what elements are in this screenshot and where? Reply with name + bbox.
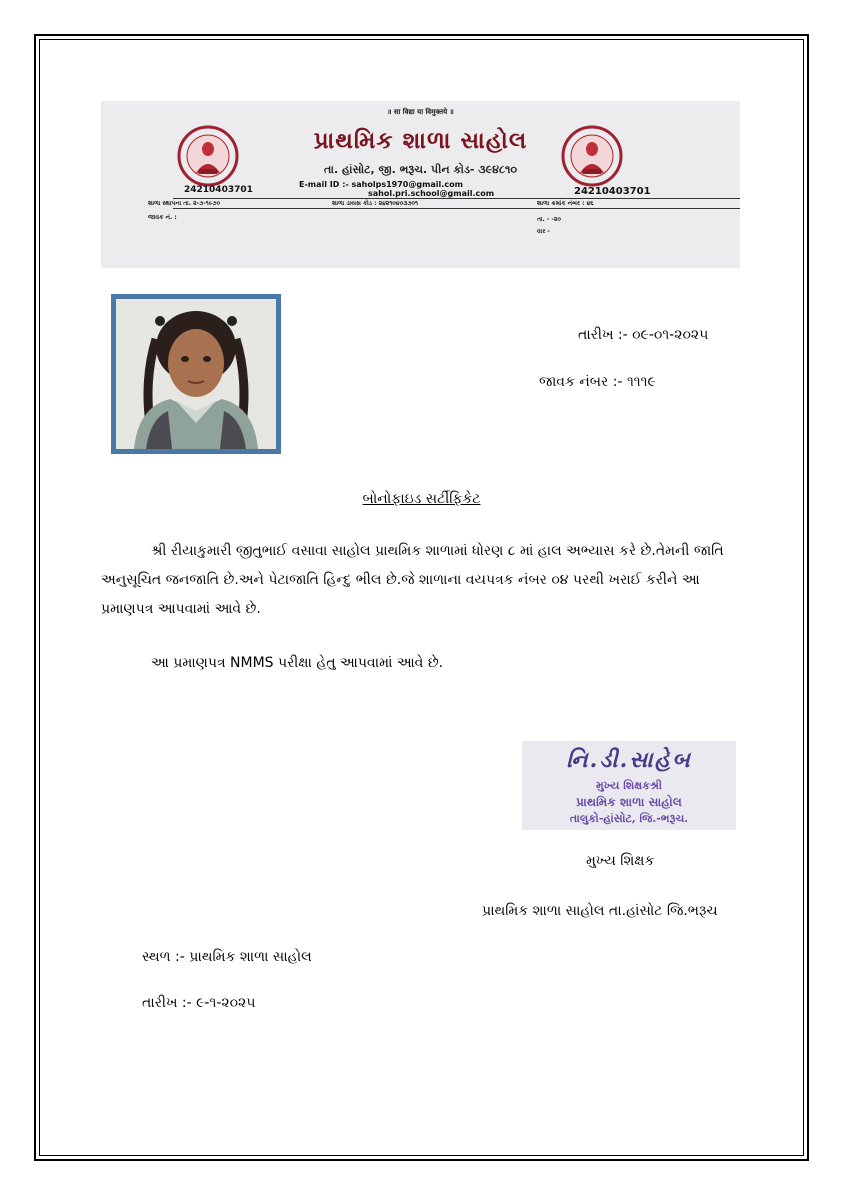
certificate-date: તારીખ :- ૦૯-૦૧-૨૦૨૫ xyxy=(578,327,709,343)
letterhead-motto: ॥ सा विद्या या विमुक्तये ॥ xyxy=(387,108,454,116)
footer-date: તારીખ :- ૯-૧-૨૦૨૫ xyxy=(142,995,256,1011)
outward-number: જાવક નંબર :- ૧૧૧૯ xyxy=(539,374,656,390)
letterhead-school-number: શાળા ક્રમાંક નંબર : ૪૬ xyxy=(537,200,594,207)
letterhead-rule-bottom xyxy=(173,208,740,209)
signatory-title: મુખ્ય શિક્ષક xyxy=(586,853,655,869)
letterhead-school-name: પ્રાથમિક શાળા સાહોલ xyxy=(313,127,528,154)
stamp-signature: નિ.ડી.સાહેબ xyxy=(566,747,692,773)
letterhead-dise-code-left: 24210403701 xyxy=(184,185,253,195)
signatory-school: પ્રાથમિક શાળા સાહોલ તા.હાંસોટ જિ.ભરૂચ xyxy=(482,903,718,919)
letterhead-established: શાળા સ્થાપના તા. ૨-૭-૧૯૭૦ xyxy=(148,200,221,207)
certificate-title xyxy=(0,491,843,507)
stamp-line-1: મુખ્ય શિક્ષકશ્રી xyxy=(595,779,663,792)
letterhead xyxy=(101,101,740,268)
letterhead-rule-top xyxy=(173,198,740,199)
headmaster-stamp xyxy=(522,741,736,830)
letterhead-date-field: તા. - -૨૦ xyxy=(537,216,562,223)
stamp-line-2: પ્રાથમિક શાળા સાહોલ xyxy=(576,795,682,809)
certificate-body: શ્રી રીયાકુમારી જીતુભાઈ વસાવા સાહોલ પ્રાથમિક શાળામાં ધોરણ ૮ માં હાલ અભ્યાસ કરે છે.તેમની જાતિ અનુસૂચિત જનજાતિ છે.અને પેટાજાતિ હિન્દુ ભીલ છે.જે શાળાના વયપત્રક નંબર ૦૪ પરથી ખરાઈ કરીને આ પ્રમાણપત્ર આપવામાં આવે છે. xyxy=(101,543,724,617)
letterhead-email-secondary: sahol.pri.school@gmail.com xyxy=(368,189,495,198)
letterhead-dise-code-right: 24210403701 xyxy=(574,186,651,197)
letterhead-dise-label: શાળા ડાયસ કોડ : ૨૪૨૧૦૪૦૩૭૦૧ xyxy=(332,200,418,207)
letterhead-outward-no: જાવક નં. : xyxy=(148,214,177,221)
letterhead-email-primary: E-mail ID :- saholps1970@gmail.com xyxy=(299,180,463,189)
student-photo xyxy=(111,294,281,454)
certificate-title-text: બોનોફાઇડ સર્ટીફિકેટ xyxy=(362,491,481,507)
letterhead-day-field: વાર - xyxy=(537,228,550,235)
stamp-line-3: તાલુકો-હાંસોટ, જિ.-ભરૂચ. xyxy=(569,812,689,825)
student-portrait-icon xyxy=(116,299,276,449)
purpose-line: આ પ્રમાણપત્ર NMMS પરીક્ષા હેતુ આપવામાં આવે છે. xyxy=(151,655,444,671)
letterhead-address: તા. હાંસોટ, જી. ભરૂચ. પીન કોડ- ૩૯૪૮૧૦ xyxy=(323,163,518,176)
place-line: સ્થળ :- પ્રાથમિક શાળા સાહોલ xyxy=(142,949,312,965)
